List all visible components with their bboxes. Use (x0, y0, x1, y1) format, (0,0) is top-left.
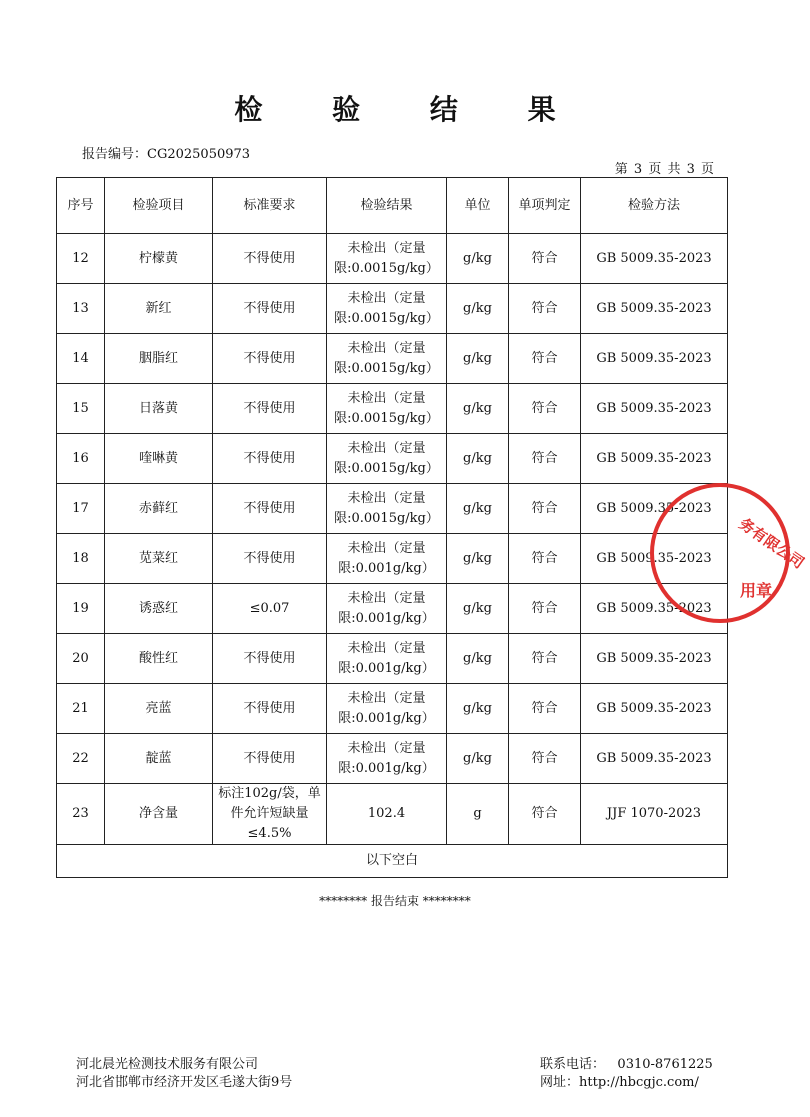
test-method: GB 5009.35-2023 (581, 534, 728, 584)
header-method: 检验方法 (581, 178, 728, 234)
test-result: 未检出（定量限:0.0015g/kg） (327, 334, 447, 384)
unit: g/kg (447, 734, 509, 784)
report-number (82, 143, 250, 162)
verdict: 符合 (509, 634, 581, 684)
table-row (57, 734, 728, 784)
header-result: 检验结果 (327, 178, 447, 234)
website-url: http://hbcgjc.com/ (579, 1075, 699, 1090)
test-result: 未检出（定量限:0.001g/kg） (327, 634, 447, 684)
test-item: 酸性红 (105, 634, 213, 684)
standard-requirement: 不得使用 (213, 534, 327, 584)
test-item: 喹啉黄 (105, 434, 213, 484)
table-row (57, 384, 728, 434)
company-address: 河北省邯郸市经济开发区毛遂大街9号 (76, 1075, 293, 1090)
row-number: 14 (57, 334, 105, 384)
verdict: 符合 (509, 434, 581, 484)
test-item: 日落黄 (105, 384, 213, 434)
table-row (57, 284, 728, 334)
blank-note-row (57, 845, 728, 878)
table-row (57, 584, 728, 634)
standard-requirement: 不得使用 (213, 734, 327, 784)
table-header-row (57, 178, 728, 234)
test-method: GB 5009.35-2023 (581, 434, 728, 484)
test-result: 未检出（定量限:0.0015g/kg） (327, 234, 447, 284)
blank-note: 以下空白 (57, 845, 728, 878)
table-row (57, 534, 728, 584)
unit: g/kg (447, 684, 509, 734)
standard-requirement: 不得使用 (213, 334, 327, 384)
test-result: 未检出（定量限:0.0015g/kg） (327, 484, 447, 534)
test-method: GB 5009.35-2023 (581, 684, 728, 734)
table-row (57, 434, 728, 484)
test-item: 靛蓝 (105, 734, 213, 784)
row-number: 19 (57, 584, 105, 634)
table-row (57, 684, 728, 734)
test-method: GB 5009.35-2023 (581, 634, 728, 684)
verdict: 符合 (509, 684, 581, 734)
test-result: 未检出（定量限:0.001g/kg） (327, 534, 447, 584)
test-result: 未检出（定量限:0.001g/kg） (327, 734, 447, 784)
table-row (57, 334, 728, 384)
verdict: 符合 (509, 234, 581, 284)
test-result: 未检出（定量限:0.0015g/kg） (327, 384, 447, 434)
test-method: GB 5009.35-2023 (581, 584, 728, 634)
report-number-value: CG2025050973 (147, 147, 251, 162)
test-method: GB 5009.35-2023 (581, 484, 728, 534)
verdict: 符合 (509, 334, 581, 384)
row-number: 17 (57, 484, 105, 534)
standard-requirement: 不得使用 (213, 234, 327, 284)
row-number: 15 (57, 384, 105, 434)
header-no: 序号 (57, 178, 105, 234)
verdict: 符合 (509, 284, 581, 334)
test-result: 102.4 (327, 784, 447, 845)
verdict: 符合 (509, 784, 581, 845)
header-verdict: 单项判定 (509, 178, 581, 234)
test-item: 赤藓红 (105, 484, 213, 534)
phone-line (540, 1056, 713, 1074)
table-row (57, 234, 728, 284)
seal-text-top: 务有限公司 (735, 514, 808, 573)
unit: g/kg (447, 634, 509, 684)
website-line (540, 1074, 713, 1092)
phone-label: 联系电话： (540, 1057, 606, 1072)
standard-requirement: 不得使用 (213, 684, 327, 734)
unit: g/kg (447, 484, 509, 534)
standard-requirement: 不得使用 (213, 384, 327, 434)
row-number: 12 (57, 234, 105, 284)
report-end-note: ******** 报告结束 ******** (319, 894, 471, 908)
report-number-label: 报告编号： (82, 147, 148, 162)
table-row (57, 634, 728, 684)
unit: g/kg (447, 534, 509, 584)
test-method: GB 5009.35-2023 (581, 334, 728, 384)
page-indicator: 第 3 页 共 3 页 (614, 162, 714, 177)
header-unit: 单位 (447, 178, 509, 234)
unit: g (447, 784, 509, 845)
test-item: 亮蓝 (105, 684, 213, 734)
verdict: 符合 (509, 384, 581, 434)
unit: g/kg (447, 434, 509, 484)
company-info (76, 1056, 292, 1092)
row-number: 21 (57, 684, 105, 734)
row-number: 16 (57, 434, 105, 484)
row-number: 13 (57, 284, 105, 334)
standard-requirement: 标注102g/袋，单件允许短缺量≤4.5% (213, 784, 327, 845)
row-number: 22 (57, 734, 105, 784)
test-method: JJF 1070-2023 (581, 784, 728, 845)
verdict: 符合 (509, 484, 581, 534)
unit: g/kg (447, 284, 509, 334)
website-label: 网址： (540, 1075, 580, 1090)
standard-requirement: 不得使用 (213, 484, 327, 534)
test-item: 苋菜红 (105, 534, 213, 584)
unit: g/kg (447, 234, 509, 284)
table-row (57, 484, 728, 534)
unit: g/kg (447, 334, 509, 384)
test-method: GB 5009.35-2023 (581, 734, 728, 784)
test-item: 胭脂红 (105, 334, 213, 384)
test-result: 未检出（定量限:0.0015g/kg） (327, 284, 447, 334)
seal-text-bottom: 用章 (740, 581, 773, 600)
company-name: 河北晨光检测技术服务有限公司 (76, 1057, 259, 1072)
header-requirement: 标准要求 (213, 178, 327, 234)
test-item: 净含量 (105, 784, 213, 845)
contact-info (540, 1056, 713, 1092)
phone-number: 0310-8761225 (617, 1057, 713, 1072)
standard-requirement: ≤0.07 (213, 584, 327, 634)
test-result: 未检出（定量限:0.001g/kg） (327, 584, 447, 634)
row-number: 18 (57, 534, 105, 584)
test-item: 柠檬黄 (105, 234, 213, 284)
row-number: 20 (57, 634, 105, 684)
unit: g/kg (447, 584, 509, 634)
company-seal-stamp (700, 478, 810, 628)
unit: g/kg (447, 384, 509, 434)
standard-requirement: 不得使用 (213, 634, 327, 684)
test-result: 未检出（定量限:0.001g/kg） (327, 684, 447, 734)
test-method: GB 5009.35-2023 (581, 284, 728, 334)
table-row (57, 784, 728, 845)
verdict: 符合 (509, 584, 581, 634)
test-item: 新红 (105, 284, 213, 334)
standard-requirement: 不得使用 (213, 284, 327, 334)
page-title: 检 验 结 果 (234, 93, 586, 126)
row-number: 23 (57, 784, 105, 845)
test-item: 诱惑红 (105, 584, 213, 634)
test-method: GB 5009.35-2023 (581, 384, 728, 434)
verdict: 符合 (509, 534, 581, 584)
verdict: 符合 (509, 734, 581, 784)
test-result: 未检出（定量限:0.0015g/kg） (327, 434, 447, 484)
standard-requirement: 不得使用 (213, 434, 327, 484)
test-method: GB 5009.35-2023 (581, 234, 728, 284)
results-table (56, 177, 728, 878)
header-item: 检验项目 (105, 178, 213, 234)
